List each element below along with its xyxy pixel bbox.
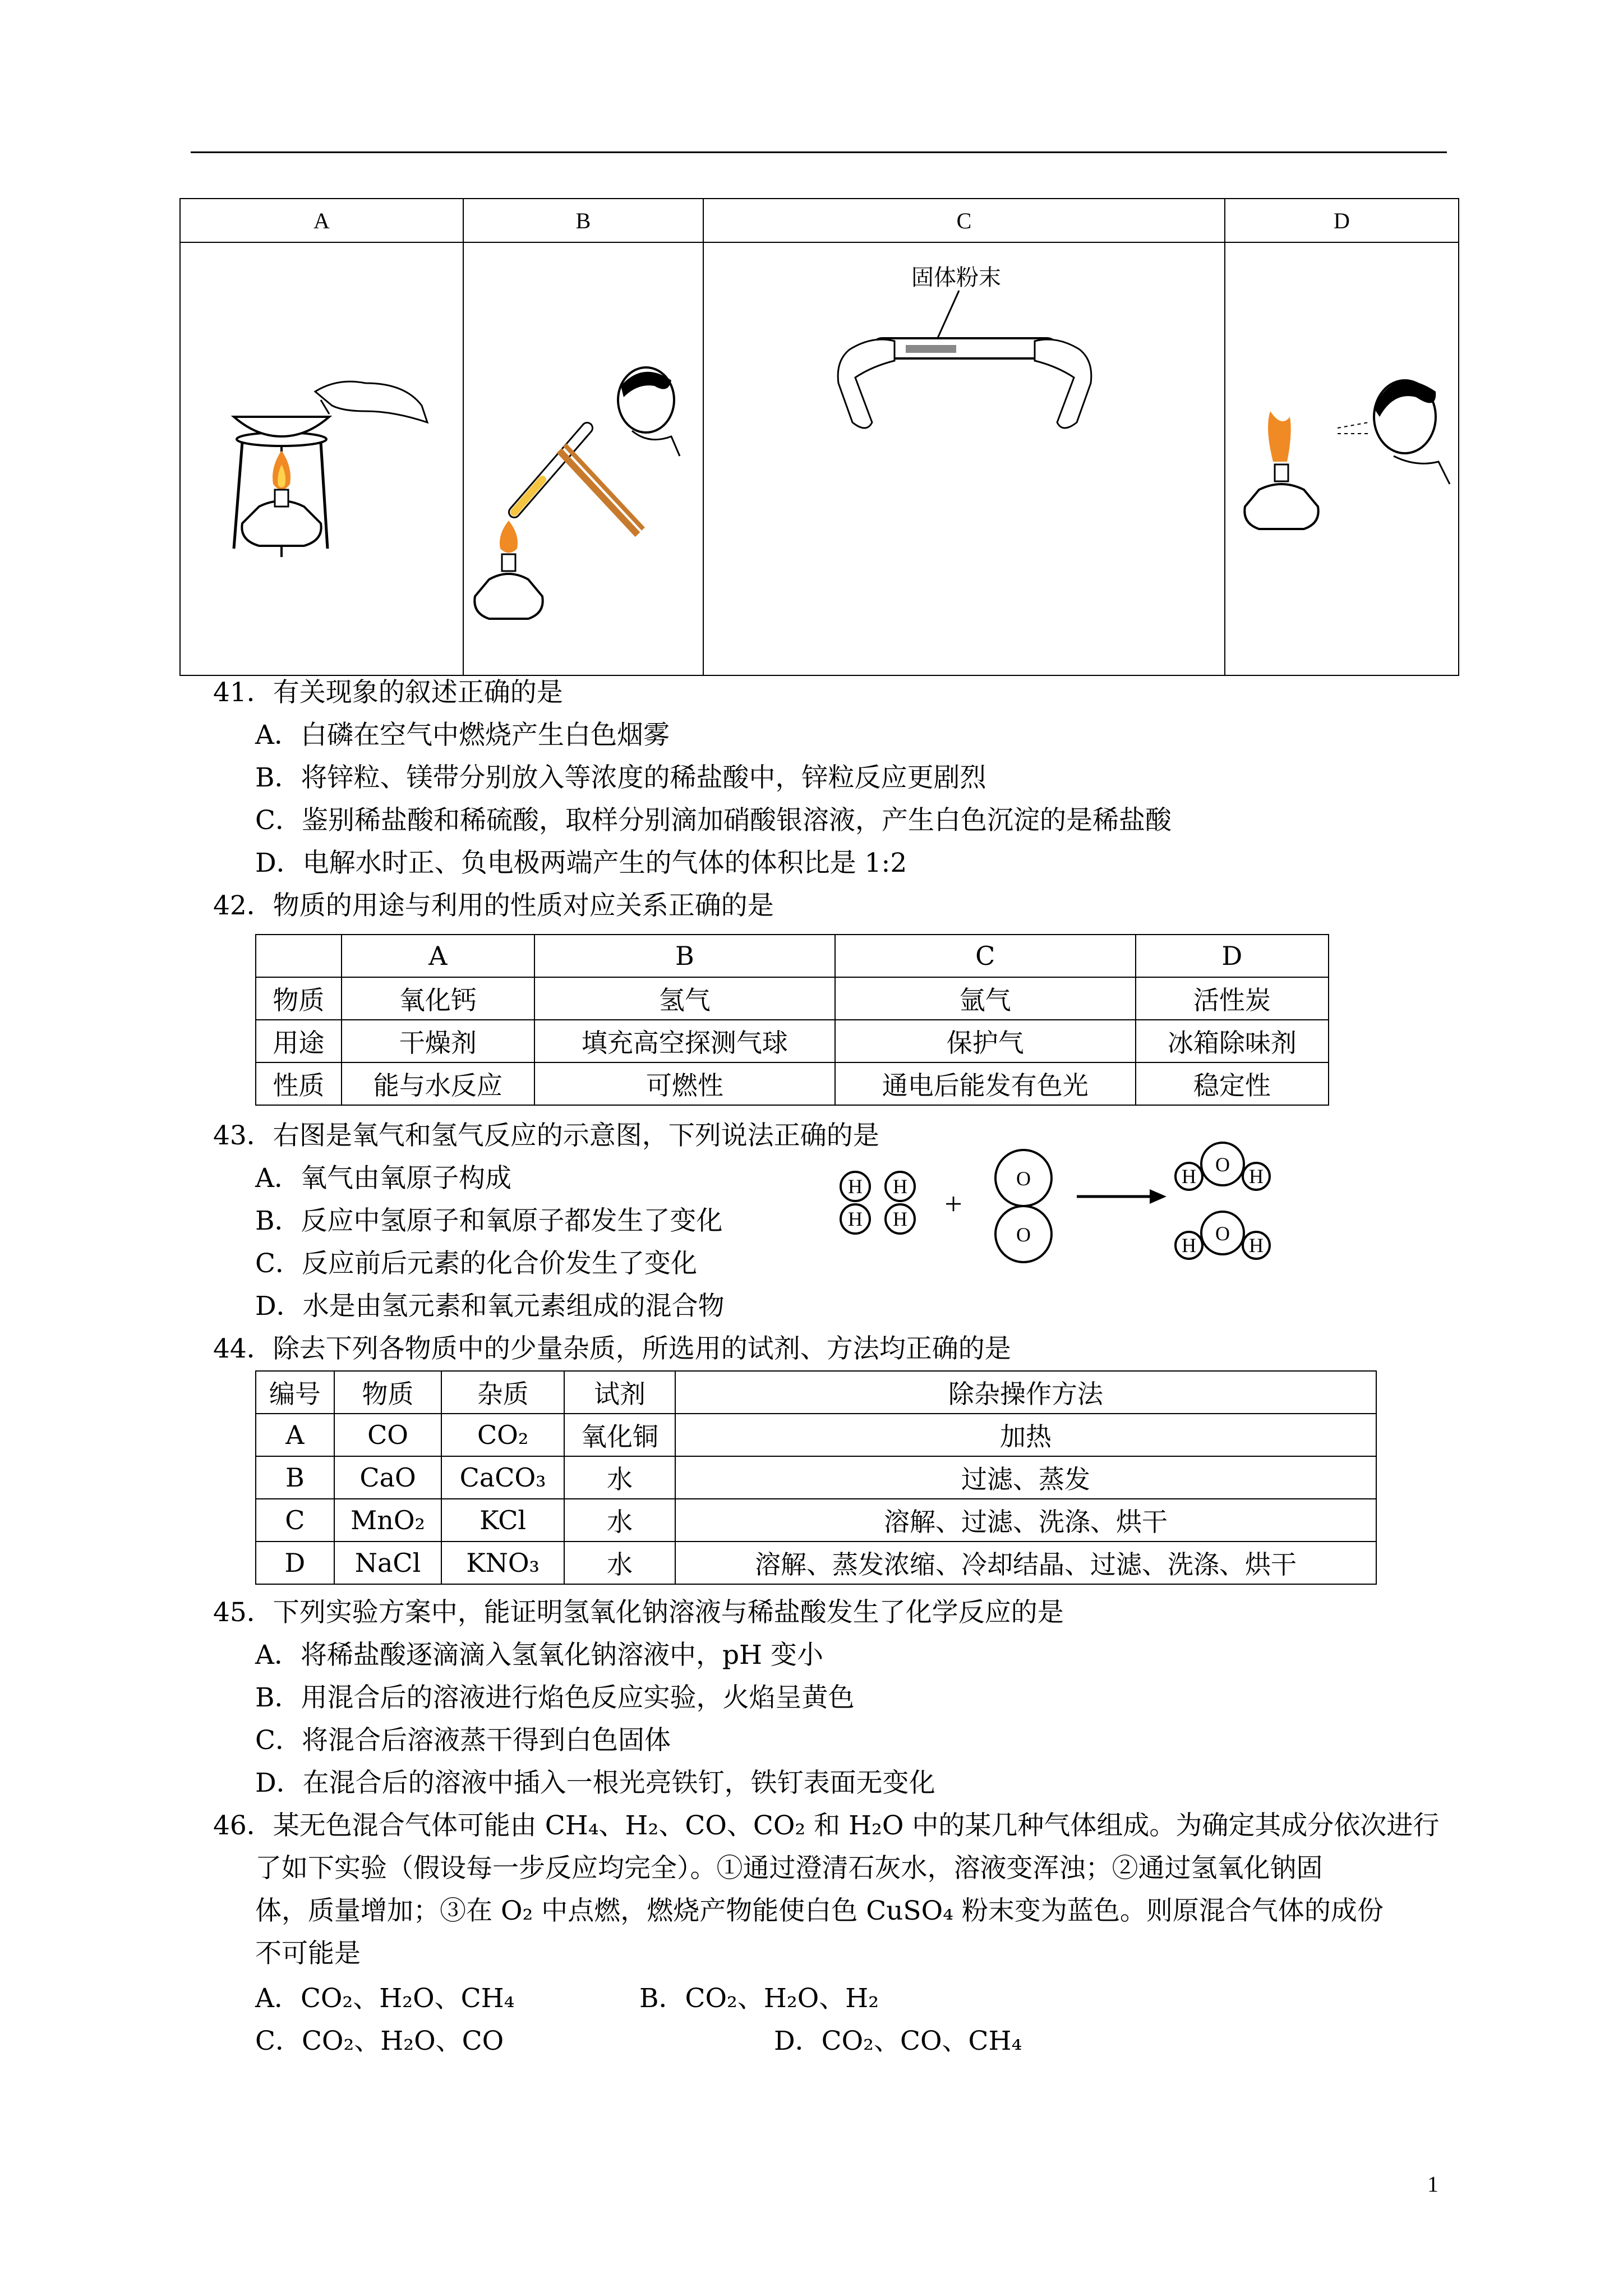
q44-cell: 溶解、过滤、洗涤、烘干 xyxy=(675,1499,1376,1542)
q44-cell: D xyxy=(256,1542,334,1584)
q42-cell: 保护气 xyxy=(835,1020,1136,1062)
q44-header: 试剂 xyxy=(564,1371,675,1414)
fig-a-evaporating-dish xyxy=(180,242,463,675)
q44-cell: CO xyxy=(334,1414,442,1456)
q44-stem: 44．除去下列各物质中的少量杂质，所选用的试剂、方法均正确的是 xyxy=(213,1333,1011,1364)
q41-option-b: B．将锌粒、镁带分别放入等浓度的稀盐酸中，锌粒反应更剧烈 xyxy=(255,762,986,793)
q44-cell: 溶解、蒸发浓缩、冷却结晶、过滤、洗涤、烘干 xyxy=(675,1542,1376,1584)
q44-cell: CaO xyxy=(334,1456,442,1499)
label-solid-powder: 固体粉末 xyxy=(911,265,1001,291)
q44-cell: 氧化铜 xyxy=(564,1414,675,1456)
atom-h: H xyxy=(1182,1165,1196,1188)
atom-h: H xyxy=(893,1175,907,1198)
atom-h: H xyxy=(848,1175,863,1198)
fig-header-c: C xyxy=(703,199,1225,242)
q46-stem-line-4: 不可能是 xyxy=(255,1938,361,1969)
q44-cell: 水 xyxy=(564,1542,675,1584)
fig-b-test-tube-heating xyxy=(463,242,703,675)
atom-o: O xyxy=(1215,1222,1230,1245)
header-rule xyxy=(191,151,1447,153)
atom-h: H xyxy=(1249,1165,1264,1188)
q41-option-a: A．白磷在空气中燃烧产生白色烟雾 xyxy=(255,720,670,751)
atom-h: H xyxy=(1249,1234,1264,1257)
q43-option-a: A．氧气由氧原子构成 xyxy=(255,1163,511,1194)
q44-cell: 过滤、蒸发 xyxy=(675,1456,1376,1499)
fig-c-powder-in-tube xyxy=(703,242,1225,675)
q45-option-b: B．用混合后的溶液进行焰色反应实验，火焰呈黄色 xyxy=(255,1682,855,1713)
q42-header: C xyxy=(835,935,1136,977)
q42-cell: 冰箱除味剂 xyxy=(1136,1020,1329,1062)
plus-sign: + xyxy=(944,1187,962,1222)
q44-header: 除杂操作方法 xyxy=(675,1371,1376,1414)
q46-option-c: C．CO₂、H₂O、CO xyxy=(255,2026,504,2056)
atom-h: H xyxy=(1182,1234,1196,1257)
q45-option-d: D．在混合后的溶液中插入一根光亮铁钉，铁钉表面无变化 xyxy=(255,1768,935,1798)
q42-header xyxy=(256,935,342,977)
q44-header: 杂质 xyxy=(441,1371,564,1414)
q46-option-a: A．CO₂、H₂O、CH₄ xyxy=(255,1983,515,2014)
q43-option-b: B．反应中氢原子和氧原子都发生了变化 xyxy=(255,1205,723,1236)
q42-header: D xyxy=(1136,935,1329,977)
q44-cell: MnO₂ xyxy=(334,1499,442,1542)
reaction-diagram xyxy=(830,1130,1295,1279)
atom-o: O xyxy=(1215,1153,1230,1176)
atom-h: H xyxy=(893,1208,907,1230)
q44-cell: CO₂ xyxy=(441,1414,564,1456)
q42-cell: 能与水反应 xyxy=(342,1062,534,1105)
q43-stem: 43．右图是氧气和氢气反应的示意图，下列说法正确的是 xyxy=(213,1120,879,1151)
q44-cell: B xyxy=(256,1456,334,1499)
fig-header-a: A xyxy=(180,199,463,242)
q42-cell: 用途 xyxy=(256,1020,342,1062)
atom-o: O xyxy=(1016,1223,1031,1246)
q44-header: 物质 xyxy=(334,1371,442,1414)
fig-d-blowing-flame xyxy=(1225,242,1459,675)
q44-cell: A xyxy=(256,1414,334,1456)
q46-stem-line-2: 了如下实验（假设每一步反应均完全）。①通过澄清石灰水，溶液变浑浊；②通过氢氧化钠固 xyxy=(255,1853,1323,1884)
q44-cell: KNO₃ xyxy=(441,1542,564,1584)
q45-option-a: A．将稀盐酸逐滴滴入氢氧化钠溶液中，pH 变小 xyxy=(255,1640,823,1671)
q41-option-d: D．电解水时正、负电极两端产生的气体的体积比是 1:2 xyxy=(255,848,907,878)
q44-cell: NaCl xyxy=(334,1542,442,1584)
q42-cell: 填充高空探测气球 xyxy=(534,1020,835,1062)
q43-option-c: C．反应前后元素的化合价发生了变化 xyxy=(255,1248,697,1279)
q46-option-b: B．CO₂、H₂O、H₂ xyxy=(639,1983,879,2014)
fig-header-d: D xyxy=(1225,199,1459,242)
q42-cell: 物质 xyxy=(256,977,342,1020)
q42-cell: 通电后能发有色光 xyxy=(835,1062,1136,1105)
q42-cell: 氧化钙 xyxy=(342,977,534,1020)
atom-h: H xyxy=(848,1208,863,1230)
q42-stem: 42．物质的用途与利用的性质对应关系正确的是 xyxy=(213,890,774,921)
figure-table xyxy=(179,198,1459,676)
q45-stem: 45．下列实验方案中，能证明氢氧化钠溶液与稀盐酸发生了化学反应的是 xyxy=(213,1597,1064,1628)
fig-header-b: B xyxy=(463,199,703,242)
q42-cell: 活性炭 xyxy=(1136,977,1329,1020)
q44-cell: 水 xyxy=(564,1456,675,1499)
q44-cell: KCl xyxy=(441,1499,564,1542)
q44-cell: C xyxy=(256,1499,334,1542)
q42-cell: 干燥剂 xyxy=(342,1020,534,1062)
page-number: 1 xyxy=(1427,2171,1438,2197)
q42-table xyxy=(255,934,1329,1106)
q46-stem-line-3: 体，质量增加；③在 O₂ 中点燃，燃烧产物能使白色 CuSO₄ 粉末变为蓝色。则原混合气体的成份 xyxy=(255,1895,1384,1926)
q44-cell: 水 xyxy=(564,1499,675,1542)
q45-option-c: C．将混合后溶液蒸干得到白色固体 xyxy=(255,1725,671,1756)
q44-cell: 加热 xyxy=(675,1414,1376,1456)
q42-cell: 氢气 xyxy=(534,977,835,1020)
q43-option-d: D．水是由氢元素和氧元素组成的混合物 xyxy=(255,1291,725,1322)
q41-stem: 41．有关现象的叙述正确的是 xyxy=(213,677,563,708)
q42-cell: 氩气 xyxy=(835,977,1136,1020)
q42-cell: 稳定性 xyxy=(1136,1062,1329,1105)
q42-cell: 可燃性 xyxy=(534,1062,835,1105)
q44-cell: CaCO₃ xyxy=(441,1456,564,1499)
q44-table xyxy=(255,1370,1377,1585)
q44-header: 编号 xyxy=(256,1371,334,1414)
q46-option-d: D．CO₂、CO、CH₄ xyxy=(774,2026,1022,2056)
q42-header: A xyxy=(342,935,534,977)
atom-o: O xyxy=(1016,1167,1031,1190)
q41-option-c: C．鉴别稀盐酸和稀硫酸，取样分别滴加硝酸银溶液，产生白色沉淀的是稀盐酸 xyxy=(255,805,1172,836)
q42-cell: 性质 xyxy=(256,1062,342,1105)
q42-header: B xyxy=(534,935,835,977)
q46-stem-line-1: 46．某无色混合气体可能由 CH₄、H₂、CO、CO₂ 和 H₂O 中的某几种气体组成。为确定其成分依次进行 xyxy=(213,1810,1440,1841)
